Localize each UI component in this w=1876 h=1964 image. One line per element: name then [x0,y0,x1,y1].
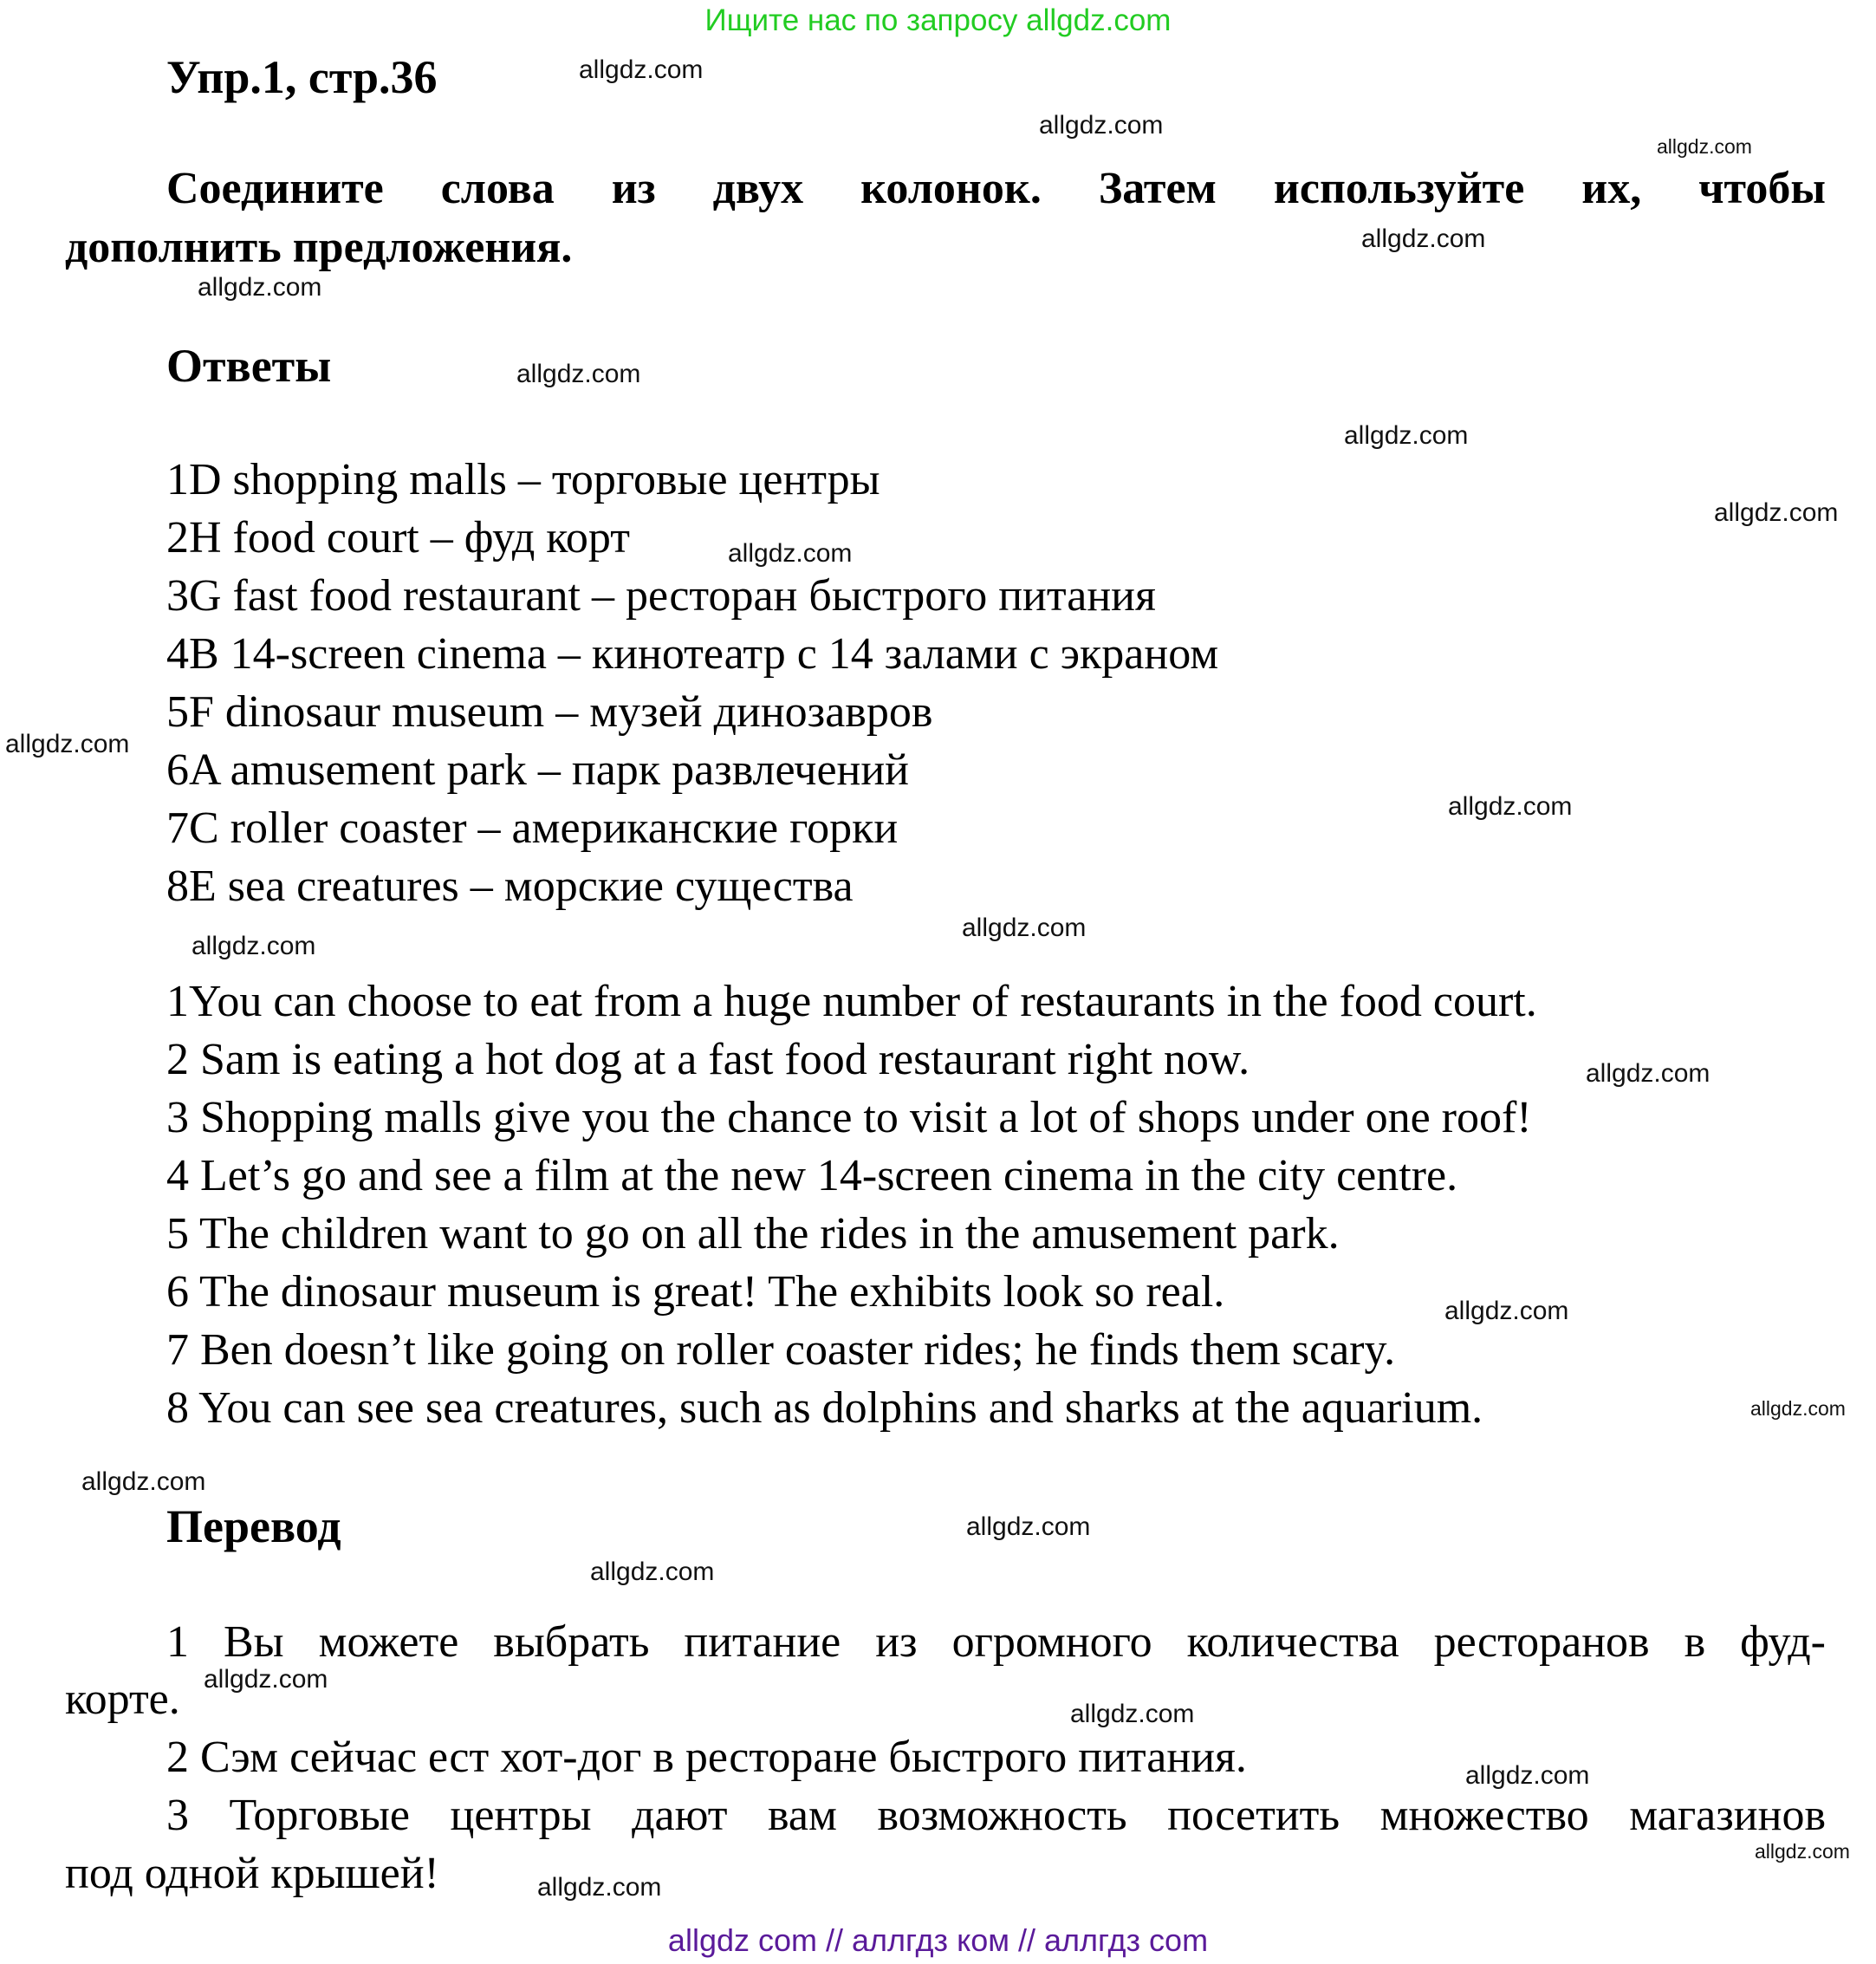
match-item: 1D shopping malls – торговые центры [166,455,880,504]
watermark: allgdz.com [191,932,316,960]
sentence-item: 8 You can see sea creatures, such as dolphins and sharks at the aquarium. [166,1383,1483,1433]
match-item: 3G fast food restaurant – ресторан быстрого питания [166,571,1156,621]
match-item: 8E sea creatures – морские существа [166,862,854,911]
answers-heading: Ответы [166,340,332,392]
match-item: 6A amusement park – парк развлечений [166,745,910,795]
watermark: allgdz.com [1714,498,1839,527]
watermark: allgdz.com [1444,1297,1569,1325]
sentence-item: 2 Sam is eating a hot dog at a fast food restaurant right now. [166,1035,1250,1084]
watermark: allgdz.com [1755,1840,1850,1863]
instruction-line-1: Соедините слова из двух колонок. Затем используйте их, чтобы [166,164,1826,213]
watermark: allgdz.com [5,730,130,758]
watermark: allgdz.com [1586,1059,1710,1088]
search-banner: Ищите нас по запросу allgdz.com [704,3,1172,37]
footer-links[interactable]: allgdz com // аллгдз ком // аллгдз com [667,1922,1209,1958]
translation-heading: Перевод [166,1500,341,1552]
watermark: allgdz.com [1448,792,1573,821]
translation-3-line-2: под одной крышей! [65,1849,439,1898]
match-item: 7C roller coaster – американские горки [166,803,899,853]
watermark: allgdz.com [1070,1700,1195,1728]
watermark: allgdz.com [516,360,641,388]
watermark: allgdz.com [579,55,704,84]
translation-3-line-1: 3 Торговые центры дают вам возможность посетить множество магазинов [166,1791,1826,1840]
exercise-title: Упр.1, стр.36 [166,51,438,103]
watermark: allgdz.com [1361,224,1486,253]
match-item: 4B 14-screen cinema – кинотеатр с 14 залами с экраном [166,629,1219,679]
watermark: allgdz.com [1039,111,1164,140]
match-item: 2H food court – фуд корт [166,513,630,563]
watermark: allgdz.com [537,1873,662,1902]
watermark: allgdz.com [1465,1761,1590,1790]
sentence-item: 3 Shopping malls give you the chance to visit a lot of shops under one roof! [166,1093,1532,1142]
watermark: allgdz.com [962,914,1087,942]
sentence-item: 5 The children want to go on all the rides in the amusement park. [166,1209,1340,1258]
instruction-line-2: дополнить предложения. [65,223,573,272]
watermark: allgdz.com [204,1665,328,1694]
sentence-item: 1You can choose to eat from a huge number of restaurants in the food court. [166,977,1537,1026]
watermark: allgdz.com [1750,1397,1846,1420]
match-item: 5F dinosaur museum – музей динозавров [166,687,933,737]
sentence-item: 6 The dinosaur museum is great! The exhibits look so real. [166,1267,1225,1317]
sentence-item: 7 Ben doesn’t like going on roller coaster rides; he finds them scary. [166,1325,1396,1375]
watermark: allgdz.com [966,1512,1091,1541]
translation-1-line-1: 1 Вы можете выбрать питание из огромного количества ресторанов в фуд- [166,1617,1826,1667]
watermark: allgdz.com [1657,135,1752,158]
watermark: allgdz.com [198,273,322,302]
translation-2: 2 Сэм сейчас ест хот-дог в ресторане быстрого питания. [166,1733,1247,1782]
watermark: allgdz.com [81,1467,206,1496]
translation-1-line-2: корте. [65,1675,180,1724]
watermark: allgdz.com [728,539,853,568]
watermark: allgdz.com [1344,421,1469,450]
sentence-item: 4 Let’s go and see a film at the new 14-screen cinema in the city centre. [166,1151,1458,1200]
watermark: allgdz.com [590,1558,715,1586]
